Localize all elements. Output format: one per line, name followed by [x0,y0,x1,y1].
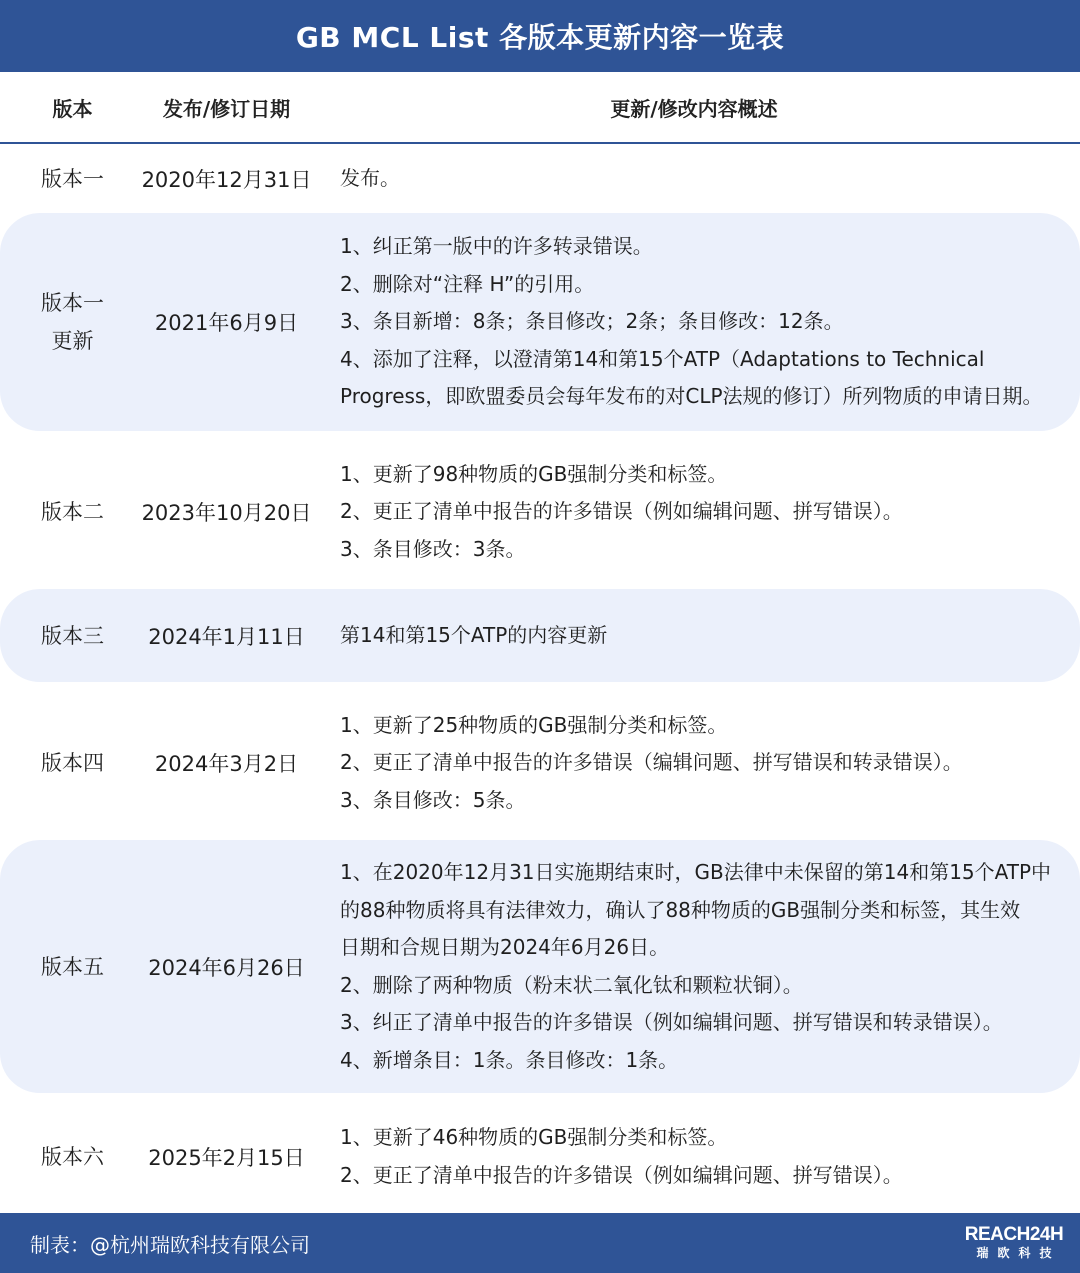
version-label: 版本一 [41,167,104,191]
content-line: 的88种物质将具有法律效力，确认了88种物质的GB强制分类和标签，其生效 [340,897,1021,922]
date-cell: 2024年6月26日 [148,955,305,980]
content-cell [340,145,1070,213]
version-label: 更新 [51,329,94,353]
content-line: 4、添加了注释，以澄清第14和第15个ATP（Adaptations to Technical [340,346,985,371]
content-line: Progress，即欧盟委员会每年发布的对CLP法规的修订）所列物质的申请日期。 [340,384,1043,409]
reach24h-logo [964,1223,1064,1263]
header-version: 版本 [52,96,93,121]
content-line: 2、更正了清单中报告的许多错误（例如编辑问题、拼写错误）。 [340,1162,903,1187]
content-line: 2、删除对“注释 H”的引用。 [340,271,595,296]
table-row [0,1100,1080,1213]
content-cell [340,840,1070,1093]
footer-credit: 制表：@杭州瑞欧科技有限公司 [30,1232,310,1257]
content-line: 2、更正了清单中报告的许多错误（编辑问题、拼写错误和转录错误）。 [340,750,963,775]
header-content: 更新/修改内容概述 [610,96,778,121]
content-line: 1、更新了25种物质的GB强制分类和标签。 [340,712,728,737]
version-cell [0,145,145,213]
content-line: 3、条目新增：8条；条目修改；2条；条目修改：12条。 [340,309,844,334]
version-label: 版本六 [41,1144,104,1169]
content-line: 4、新增条目：1条。条目修改：1条。 [340,1047,679,1072]
date-cell: 2025年2月15日 [148,1145,305,1170]
table-row [0,840,1080,1093]
content-line: 日期和合规日期为2024年6月26日。 [340,935,670,959]
logo-wordmark: REACH24H [964,1224,1064,1245]
content-cell [340,688,1070,838]
version-cell [0,840,145,1093]
date-cell: 2021年6月9日 [154,311,299,335]
date-cell: 2024年1月11日 [148,624,305,649]
version-cell [0,688,145,838]
header-date: 发布/修订日期 [162,96,291,121]
table-row [0,688,1080,838]
content-line: 3、纠正了清单中报告的许多错误（例如编辑问题、拼写错误和转录错误）。 [340,1010,1003,1034]
content-line: 1、纠正第一版中的许多转录错误。 [340,234,653,259]
table-header [0,72,1080,144]
version-cell [0,589,145,682]
content-line: 发布。 [340,166,400,191]
version-label: 版本一 [41,291,104,315]
content-line: 第14和第15个ATP的内容更新 [340,622,608,647]
content-line: 3、条目修改：5条。 [340,787,526,812]
table-row [0,145,1080,213]
content-line: 1、更新了98种物质的GB强制分类和标签。 [340,461,728,486]
date-cell: 2020年12月31日 [141,168,312,192]
content-cell [340,437,1070,587]
content-line: 3、条目修改：3条。 [340,536,526,561]
content-cell [340,213,1070,431]
version-label: 版本三 [41,623,104,648]
table-row [0,213,1080,431]
content-line: 1、在2020年12月31日实施期结束时，GB法律中未保留的第14和第15个ATP中 [340,860,1052,884]
version-label: 版本五 [41,954,104,979]
version-cell [0,213,145,431]
table-row [0,589,1080,682]
content-line: 2、更正了清单中报告的许多错误（例如编辑问题、拼写错误）。 [340,499,903,524]
version-label: 版本二 [41,500,104,524]
table-title: GB MCL List 各版本更新内容一览表 [0,0,1080,72]
footer [0,1213,1080,1273]
content-line: 1、更新了46种物质的GB强制分类和标签。 [340,1125,728,1149]
logo-subtitle: 瑞欧科技 [976,1246,1061,1260]
date-cell: 2024年3月2日 [154,752,299,776]
content-cell [340,1100,1070,1213]
version-cell [0,1100,145,1213]
version-label: 版本四 [41,751,104,775]
content-line: 2、删除了两种物质（粉末状二氧化钛和颗粒状铜）。 [340,972,803,997]
version-cell [0,437,145,587]
date-cell: 2023年10月20日 [141,501,312,525]
content-cell [340,589,1070,682]
table-row [0,437,1080,587]
